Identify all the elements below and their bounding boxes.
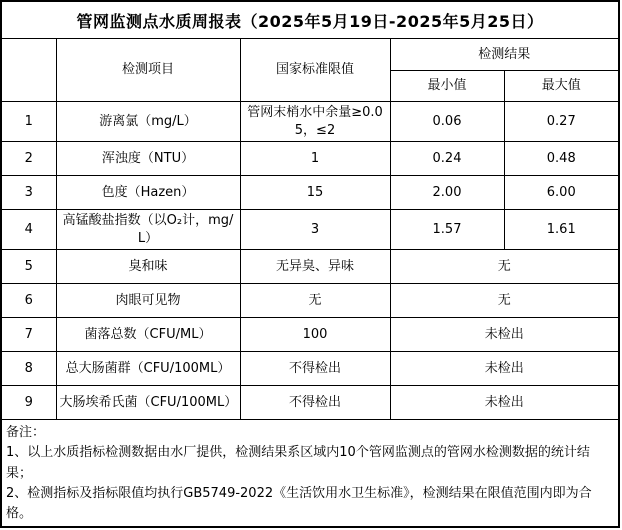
table-row [2,250,618,284]
item-column-header: 检测项目 [56,39,240,102]
row-number: 4 [2,210,56,250]
min-value-cell: 0.06 [390,102,504,142]
table-row [2,176,618,210]
standard-cell: 不得检出 [240,352,390,386]
standard-cell: 无 [240,284,390,318]
row-number: 7 [2,318,56,352]
max-value-cell: 0.48 [504,142,618,176]
standard-cell: 15 [240,176,390,210]
standard-cell: 不得检出 [240,386,390,420]
result-group-header: 检测结果 [390,39,618,71]
water-quality-table [2,38,618,420]
row-number: 5 [2,250,56,284]
item-cell: 臭和味 [56,250,240,284]
min-value-cell: 0.24 [390,142,504,176]
result-cell: 无 [390,250,618,284]
standard-cell: 无异臭、异味 [240,250,390,284]
row-number: 2 [2,142,56,176]
note-1: 1、以上水质指标检测数据由水厂提供，检测结果系区域内10个管网监测点的管网水检测数据的统计结果； [6,445,590,481]
row-number: 1 [2,102,56,142]
notes-label: 备注： [6,425,46,441]
item-cell: 大肠埃希氏菌（CFU/100ML） [56,386,240,420]
header-row-top [2,39,618,71]
result-cell: 未检出 [390,352,618,386]
standard-cell: 100 [240,318,390,352]
item-cell: 总大肠菌群（CFU/100ML） [56,352,240,386]
min-column-header: 最小值 [390,71,504,102]
table-row [2,142,618,176]
max-value-cell: 0.27 [504,102,618,142]
row-number: 3 [2,176,56,210]
index-column-header [2,39,56,102]
page-title: 管网监测点水质周报表（2025年5月19日-2025年5月25日） [76,11,544,31]
row-number: 8 [2,352,56,386]
min-value-cell: 1.57 [390,210,504,250]
notes [2,420,618,526]
row-number: 6 [2,284,56,318]
note-2: 2、检测指标及指标限值均执行GB5749-2022《生活饮用水卫生标准》，检测结果在限值范围内即为合格。 [6,485,592,521]
item-cell: 浑浊度（NTU） [56,142,240,176]
item-cell: 肉眼可见物 [56,284,240,318]
standard-cell: 3 [240,210,390,250]
item-cell: 菌落总数（CFU/ML） [56,318,240,352]
row-number: 9 [2,386,56,420]
standard-column-header: 国家标准限值 [240,39,390,102]
item-cell: 高锰酸盐指数（以O₂计，mg/L） [56,210,240,250]
item-cell: 游离氯（mg/L） [56,102,240,142]
table-row [2,318,618,352]
result-cell: 未检出 [390,318,618,352]
standard-cell: 1 [240,142,390,176]
max-value-cell: 6.00 [504,176,618,210]
min-value-cell: 2.00 [390,176,504,210]
standard-cell: 管网末梢水中余量≥0.05，≤2 [240,102,390,142]
table-row [2,102,618,142]
result-cell: 未检出 [390,386,618,420]
table-row [2,284,618,318]
table-row [2,210,618,250]
max-column-header: 最大值 [504,71,618,102]
max-value-cell: 1.61 [504,210,618,250]
result-cell: 无 [390,284,618,318]
item-cell: 色度（Hazen） [56,176,240,210]
table-row [2,352,618,386]
table-row [2,386,618,420]
